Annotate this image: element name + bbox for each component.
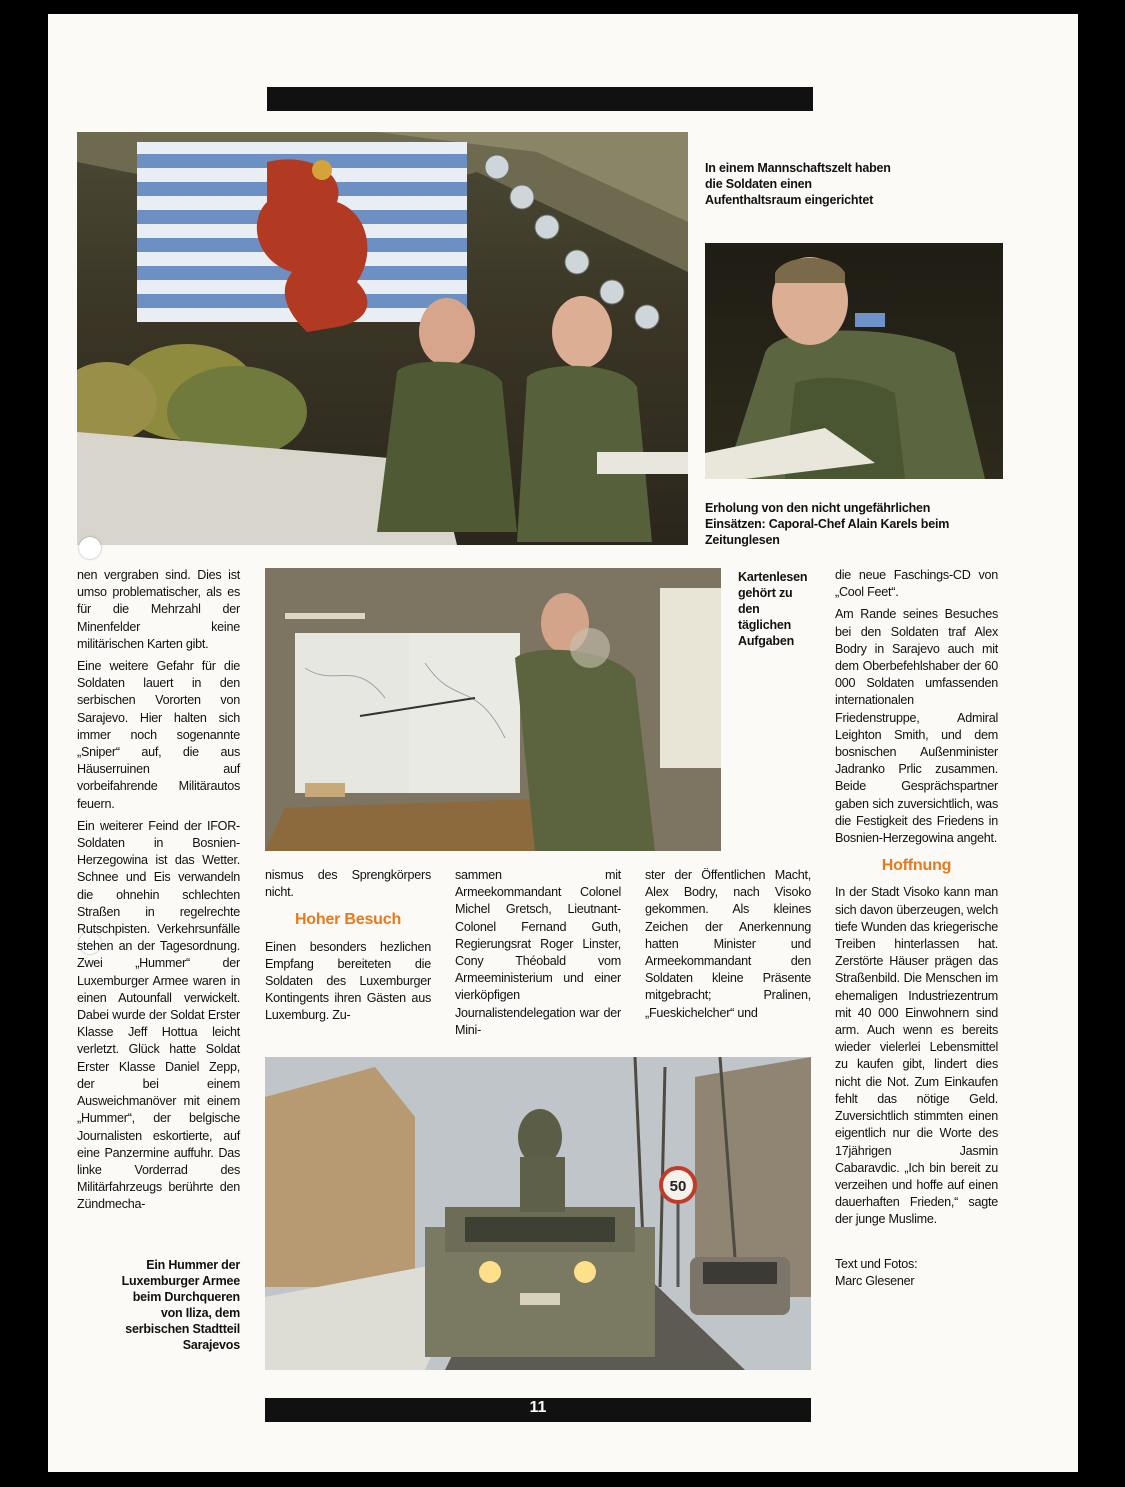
caption-reading: Erholung von den nicht ungefährlichen Einsätzen: Caporal-Chef Alain Karels beim Zeitunglesen [705,501,950,547]
credit-name: Marc Glesener [835,1273,915,1288]
top-bar [267,87,813,111]
text-column-3 [455,867,621,1044]
text-column-5 [835,567,998,1290]
col1-paragraph: Eine weitere Gefahr für die Soldaten lauert in den serbischen Vororten von Sarajevo. Hier halten sich immer noch sogenannte „Sniper“ auf, die aus Häuserruinen auf vorbeifahrende Militärautos feuern. [77,659,240,811]
text-column-1 [77,567,240,1219]
col1-paragraph: nen vergraben sind. Dies ist umso problematischer, als es für die Mehrzahl der Minenfelder keine militärischen Karten gibt. [77,568,240,651]
page-number: 11 [529,1399,547,1416]
col3-paragraph: sammen mit Armeekommandant Colonel Michel Gretsch, Lieutnant-Colonel Fernand Guth, Regierungsrat Roger Linster, Cony Théobald vom Armeeministerium und einer vierköpfigen Journalistendelegation war der Mini- [455,868,621,1037]
col2-paragraph: nismus des Sprengkörpers nicht. [265,868,431,900]
credit-label: Text und Fotos: [835,1256,918,1271]
caption-tent: In einem Mannschaftszelt haben die Soldaten einen Aufenthaltsraum eingerichtet [705,161,891,207]
bottom-bar [265,1398,811,1422]
col4-paragraph: ster der Öffentlichen Macht, Alex Bodry, nach Visoko gekommen. Als kleines Zeichen der Anerkennung hatten Minister und Armeekommandant den Soldaten kleine Präsente mitgebracht; Pralinen, „Fueskichelcher“ und [645,868,811,1020]
subhead-hoher-besuch: Hoher Besuch [294,911,402,929]
photo-soldier-reading [705,243,1003,479]
text-column-2 [265,867,431,1030]
photo-tent-soldiers [77,132,688,545]
punch-hole-top [79,537,101,559]
caption-hummer: Ein Hummer der Luxemburger Armee beim Durchqueren von Iliza, dem serbischen Stadtteil Sarajevos [121,1258,240,1352]
photo-map-reading [265,568,721,851]
photo-hummer-illustration [265,1057,811,1370]
col1-paragraph: Ein weiterer Feind der IFOR-Soldaten in Bosnien-Herzegowina ist das Wetter. Schnee und Eis verwandeln die ohnehin schlechten Straßen in regelrechte Rutschpisten. Verkehrsunfälle stehen an der Tagesordnung. Zwei „Hummer“ der Luxemburger Armee waren in einen Autounfall verwickelt. Dabei wurde der Soldat Erster Klasse Jeff Hottua leicht verletzt. Glück hatte Soldat Erster Klasse Daniel Zepp, der bei einem Ausweichmanöver mit einem „Hummer“, der belgische Journalisten eskortierte, auf eine Panzermine auffuhr. Das linke Vorderrad des Militärfahrzeugs berührte den Zündmecha- [77,818,240,1212]
subhead-hoffnung: Hoffnung [881,857,952,875]
photo-tent-illustration [77,132,688,545]
text-column-4 [645,867,811,1027]
photo-reading-illustration [705,243,1003,479]
magazine-page [48,14,1078,1472]
speed-sign-text: 50 [669,1178,687,1195]
caption-maps: Kartenlesen gehört zu den täglichen Aufgaben [738,570,808,648]
col5-paragraph: In der Stadt Visoko kann man sich davon überzeugen, welch tiefe Wunden das kriegerische Treiben hinterlassen hat. Zerstörte Häuser prägen das Straßenbild. Die Menschen im ehemaligen Industriezentrum mit 40 000 Einwohnern sind arm. Auch wenn es bereits wieder vielerlei Lebensmittel zu kaufen gibt, lindert dies nicht die Not. Zum Einkaufen fehlt das nötige Geld. Zuversichtlich stimmten einen eigentlich nur die Worte des 17jährigen Jasmin Cabaravdic. „Ich bin bereit zu verzeihen und hoffe auf einen dauerhaften Frieden,“ sagte der junge Muslime. [835,885,998,1227]
col2-paragraph: Einen besonders hezlichen Empfang bereiteten die Soldaten des Luxemburger Kontingents ihren Gästen aus Luxemburg. Zu- [265,939,431,1023]
col5-paragraph: die neue Faschings-CD von „Cool Feet“. [835,568,998,600]
photo-map-illustration [265,568,721,851]
col5-paragraph: Am Rande seines Besuches bei den Soldaten traf Alex Bodry in Sarajevo auch mit dem Oberbefehlshaber der 60 000 Soldaten umfassenden internationalen Friedenstruppe, Admiral Leighton Smith, und dem bosnischen Außenminister Jadranko Prlic zusammen. Beide Gesprächspartner gaben sich zuversichtlich, was die Festigkeit des Friedens in Bosnien-Herzegowina angeht. [835,607,998,846]
photo-hummer-street [265,1057,811,1370]
